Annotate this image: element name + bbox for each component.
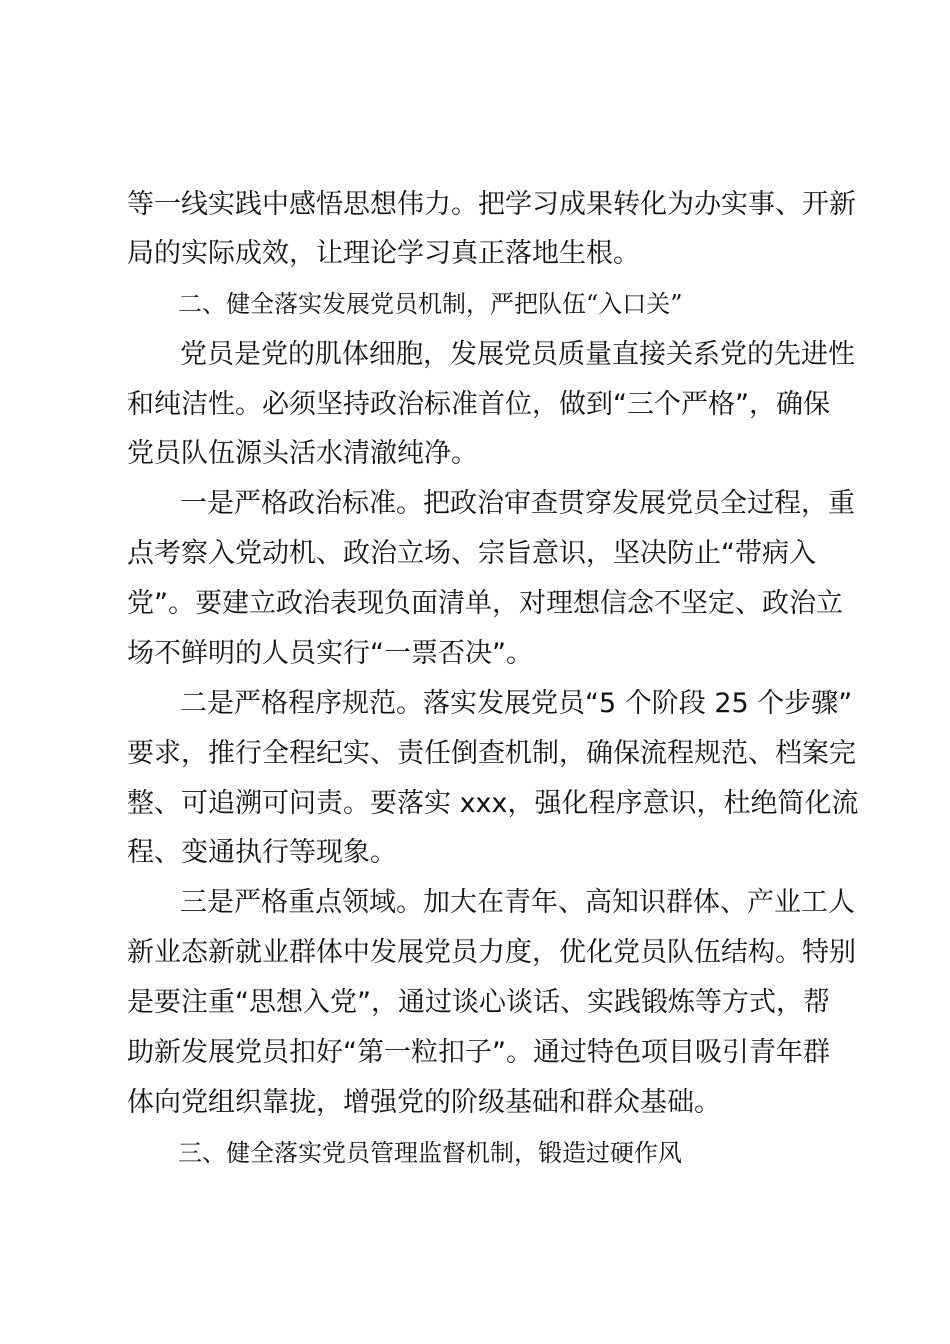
paragraph-1-line-2: 和纯洁性。必须坚持政治标准首位，做到“三个严格”，确保 xyxy=(127,389,830,420)
paragraph-4-line-4: 助新发展党员扣好“第一粒扣子”。通过特色项目吸引青年群 xyxy=(127,1037,830,1068)
paragraph-2-line-4: 场不鲜明的人员实行“一票否决”。 xyxy=(127,638,533,669)
paragraph-2-line-2: 点考察入党动机、政治立场、宗旨意识，坚决防止“带病入 xyxy=(127,538,816,569)
paragraph-4-line-2: 新业态新就业群体中发展党员力度，优化党员队伍结构。特别 xyxy=(127,937,856,968)
paragraph-4-line-1: 三是严格重点领域。加大在青年、高知识群体、产业工人 xyxy=(180,887,855,918)
paragraph-3-line-1: 二是严格程序规范。落实发展党员“5 个阶段 25 个步骤” xyxy=(180,688,853,719)
paragraph-4-line-3: 是要注重“思想入党”，通过谈心谈话、实践锻炼等方式，帮 xyxy=(127,987,830,1018)
body-line-1: 等一线实践中感悟思想伟力。把学习成果转化为办实事、开新 xyxy=(127,189,856,220)
body-line-2: 局的实际成效，让理论学习真正落地生根。 xyxy=(127,238,640,269)
paragraph-4-line-5: 体向党组织靠拢，增强党的阶级基础和群众基础。 xyxy=(127,1087,721,1118)
paragraph-2-line-1: 一是严格政治标准。把政治审查贯穿发展党员全过程，重 xyxy=(180,488,855,519)
paragraph-1-line-1: 党员是党的肌体细胞，发展党员质量直接关系党的先进性 xyxy=(180,339,855,370)
paragraph-2-line-3: 党”。要建立政治表现负面清单，对理想信念不坚定、政治立 xyxy=(127,588,843,619)
paragraph-3-line-3: 整、可追溯可问责。要落实 xxx，强化程序意识，杜绝简化流 xyxy=(127,788,859,819)
section-heading-2: 二、健全落实发展党员机制，严把队伍“入口关” xyxy=(178,290,683,318)
paragraph-3-line-2: 要求，推行全程纪实、责任倒查机制，确保流程规范、档案完 xyxy=(127,738,856,769)
paragraph-3-line-4: 程、变通执行等现象。 xyxy=(127,837,397,868)
paragraph-1-line-3: 党员队伍源头活水清澈纯净。 xyxy=(127,438,478,469)
section-heading-3: 三、健全落实党员管理监督机制，锻造过硬作风 xyxy=(178,1139,682,1167)
